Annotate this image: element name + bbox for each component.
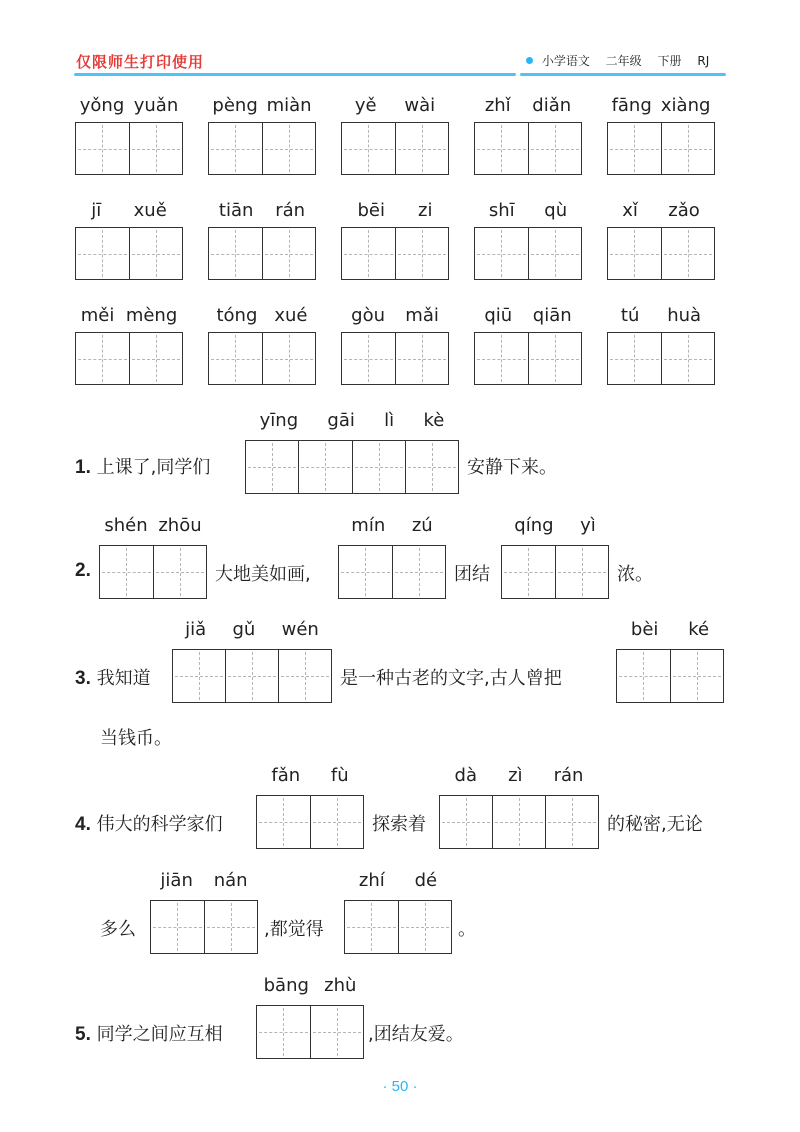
pinyin: dé	[414, 870, 438, 891]
char-cell[interactable]	[502, 546, 556, 598]
pinyin: zhǐ	[484, 95, 511, 116]
char-cell[interactable]	[345, 901, 399, 953]
pinyin: jī	[91, 200, 102, 221]
sentence-4-lead	[75, 810, 223, 836]
char-cell[interactable]	[173, 650, 226, 702]
word-item	[341, 94, 449, 175]
word-item	[474, 304, 582, 385]
sentence-text: 大地美如画,	[215, 564, 311, 585]
edition: RJ	[697, 53, 710, 68]
pinyin: tóng	[216, 305, 258, 326]
char-cell[interactable]	[342, 123, 396, 174]
fill-in-blank	[172, 619, 332, 703]
char-cell[interactable]	[671, 650, 724, 702]
char-cell[interactable]	[529, 123, 582, 174]
pinyin: tiān	[218, 200, 254, 221]
pinyin: nán	[213, 870, 248, 891]
word-item	[607, 304, 715, 385]
char-cell[interactable]	[662, 333, 715, 384]
pinyin: bèi	[630, 619, 659, 640]
sentence-text: 浓。	[617, 564, 653, 585]
writing-box[interactable]	[256, 1005, 364, 1059]
char-cell[interactable]	[279, 650, 331, 702]
char-cell[interactable]	[246, 441, 299, 493]
char-cell[interactable]	[475, 123, 529, 174]
fill-in-blank	[344, 870, 452, 954]
word-item	[75, 94, 183, 175]
char-cell[interactable]	[393, 546, 446, 598]
writing-box[interactable]	[474, 227, 582, 280]
writing-box[interactable]	[150, 900, 258, 954]
pinyin: miàn	[266, 95, 312, 116]
fill-in-blank	[439, 765, 599, 849]
question-number: 1.	[75, 457, 91, 478]
writing-box[interactable]	[245, 440, 459, 494]
sentence-text: 团结	[454, 564, 490, 585]
fill-in-blank	[150, 870, 258, 954]
pinyin: qíng	[514, 515, 554, 536]
char-cell[interactable]	[396, 123, 449, 174]
question-number: 4.	[75, 814, 91, 835]
pinyin: fǎn	[271, 765, 301, 786]
char-cell[interactable]	[529, 333, 582, 384]
pinyin: gāi	[327, 410, 355, 431]
writing-box[interactable]	[474, 122, 582, 175]
question-number: 3.	[75, 668, 91, 689]
question-number: 5.	[75, 1024, 91, 1045]
pinyin: huà	[667, 305, 702, 326]
char-cell[interactable]	[76, 228, 130, 279]
sentence-text: 的秘密,无论	[607, 814, 703, 835]
writing-box[interactable]	[99, 545, 207, 599]
bullet-icon	[526, 57, 533, 64]
header-divider	[74, 73, 516, 76]
writing-box[interactable]	[75, 332, 183, 385]
char-cell[interactable]	[130, 123, 183, 174]
pinyin: qù	[544, 200, 568, 221]
writing-box[interactable]	[172, 649, 332, 703]
word-item	[607, 199, 715, 280]
pinyin: rán	[553, 765, 584, 786]
writing-box[interactable]	[607, 122, 715, 175]
sentence-text: 同学之间应互相	[96, 1024, 223, 1045]
pinyin: qiān	[532, 305, 572, 326]
char-cell[interactable]	[608, 333, 662, 384]
fill-in-blank	[256, 975, 364, 1059]
char-cell[interactable]	[662, 123, 715, 174]
pinyin: zhù	[324, 975, 357, 996]
pinyin: rán	[275, 200, 306, 221]
pinyin: yě	[354, 95, 377, 116]
word-item	[341, 199, 449, 280]
sentence-text: ,团结友爱。	[368, 1024, 464, 1045]
pinyin: ké	[688, 619, 710, 640]
question-number-label: 2.	[75, 560, 91, 581]
pinyin: yǒng	[79, 95, 125, 116]
char-cell[interactable]	[342, 228, 396, 279]
writing-box[interactable]	[474, 332, 582, 385]
pinyin: mèng	[125, 305, 178, 326]
sentence-text: 上课了,同学们	[96, 457, 211, 478]
pinyin: gǔ	[232, 619, 256, 640]
char-cell[interactable]	[209, 333, 263, 384]
fill-in-blank	[501, 515, 609, 599]
pinyin: tú	[620, 305, 640, 326]
writing-box[interactable]	[341, 122, 449, 175]
subject: 小学语文	[541, 54, 590, 68]
fill-in-blank	[245, 410, 459, 494]
writing-box[interactable]	[208, 332, 316, 385]
pinyin: dà	[454, 765, 477, 786]
writing-box[interactable]	[607, 332, 715, 385]
word-item	[341, 304, 449, 385]
header-divider-right	[520, 73, 726, 76]
char-cell[interactable]	[257, 796, 311, 848]
char-cell[interactable]	[608, 228, 662, 279]
writing-box[interactable]	[616, 649, 724, 703]
writing-box[interactable]	[341, 227, 449, 280]
pinyin: fù	[330, 765, 349, 786]
char-cell[interactable]	[263, 228, 316, 279]
char-cell[interactable]	[76, 123, 130, 174]
pinyin: zǎo	[668, 200, 700, 221]
pinyin: yīng	[259, 410, 299, 431]
pinyin: bāng	[263, 975, 309, 996]
pinyin: zhí	[358, 870, 385, 891]
pinyin: diǎn	[532, 95, 572, 116]
char-cell[interactable]	[226, 650, 279, 702]
word-item	[607, 94, 715, 175]
char-cell[interactable]	[475, 228, 529, 279]
char-cell[interactable]	[353, 441, 406, 493]
char-cell[interactable]	[556, 546, 609, 598]
char-cell[interactable]	[396, 333, 449, 384]
writing-box[interactable]	[344, 900, 452, 954]
writing-box[interactable]	[208, 227, 316, 280]
pinyin: zì	[508, 765, 523, 786]
char-cell[interactable]	[440, 796, 493, 848]
sentence-text: 多么	[100, 919, 136, 940]
writing-box[interactable]	[439, 795, 599, 849]
sentence-1-lead	[75, 453, 210, 479]
page-number: · 50 ·	[382, 1078, 418, 1095]
sentence-text: 我知道	[96, 668, 151, 689]
char-cell[interactable]	[209, 123, 263, 174]
pinyin: měi	[80, 305, 115, 326]
pinyin: bēi	[357, 200, 386, 221]
print-notice: 仅限师生打印使用	[76, 53, 205, 71]
word-item	[208, 94, 316, 175]
char-cell[interactable]	[342, 333, 396, 384]
sentence-5-lead	[75, 1020, 223, 1046]
char-cell[interactable]	[76, 333, 130, 384]
char-cell[interactable]	[406, 441, 458, 493]
volume: 下册	[657, 54, 682, 68]
pinyin: shī	[488, 200, 515, 221]
pinyin: shén	[104, 515, 148, 536]
sentence-text: 伟大的科学家们	[96, 814, 223, 835]
char-cell[interactable]	[263, 333, 316, 384]
sentence-text: 是一种古老的文字,古人曾把	[340, 668, 562, 689]
pinyin: jiǎ	[185, 619, 207, 640]
word-item	[208, 304, 316, 385]
word-item	[474, 94, 582, 175]
pinyin: zú	[411, 515, 433, 536]
book-info	[526, 52, 721, 69]
pinyin: wén	[281, 619, 319, 640]
char-cell[interactable]	[154, 546, 207, 598]
sentence-text: ,都觉得	[264, 919, 324, 940]
writing-box[interactable]	[341, 332, 449, 385]
pinyin: fāng	[611, 95, 652, 116]
char-cell[interactable]	[151, 901, 205, 953]
pinyin: xǐ	[622, 200, 638, 221]
pinyin: pèng	[212, 95, 258, 116]
pinyin: mín	[351, 515, 386, 536]
question-number	[75, 560, 91, 582]
char-cell[interactable]	[299, 441, 352, 493]
pinyin: zhōu	[158, 515, 202, 536]
writing-box[interactable]	[256, 795, 364, 849]
char-cell[interactable]	[339, 546, 393, 598]
word-item	[75, 199, 183, 280]
pinyin: gòu	[351, 305, 385, 326]
pinyin: lì	[384, 410, 395, 431]
writing-box[interactable]	[75, 122, 183, 175]
sentence-3-lead	[75, 664, 151, 690]
word-item	[75, 304, 183, 385]
char-cell[interactable]	[399, 901, 452, 953]
fill-in-blank	[99, 515, 207, 599]
char-cell[interactable]	[608, 123, 662, 174]
char-cell[interactable]	[311, 1006, 364, 1058]
fill-in-blank	[256, 765, 364, 849]
char-cell[interactable]	[257, 1006, 311, 1058]
writing-box[interactable]	[501, 545, 609, 599]
writing-box[interactable]	[338, 545, 446, 599]
char-cell[interactable]	[396, 228, 449, 279]
char-cell[interactable]	[475, 333, 529, 384]
pinyin: xuě	[133, 200, 167, 221]
sentence-text: 探索着	[372, 814, 426, 835]
char-cell[interactable]	[662, 228, 715, 279]
pinyin: qiū	[484, 305, 513, 326]
pinyin: zi	[418, 200, 433, 221]
pinyin: wài	[404, 95, 436, 116]
char-cell[interactable]	[493, 796, 546, 848]
sentence-text: 当钱币。	[100, 728, 172, 749]
writing-box[interactable]	[208, 122, 316, 175]
sentence-text: 。	[458, 919, 476, 940]
char-cell[interactable]	[263, 123, 316, 174]
char-cell[interactable]	[529, 228, 582, 279]
char-cell[interactable]	[130, 228, 183, 279]
fill-in-blank	[616, 619, 724, 703]
writing-box[interactable]	[607, 227, 715, 280]
char-cell[interactable]	[100, 546, 154, 598]
char-cell[interactable]	[546, 796, 598, 848]
pinyin: xué	[274, 305, 308, 326]
char-cell[interactable]	[205, 901, 258, 953]
writing-box[interactable]	[75, 227, 183, 280]
char-cell[interactable]	[209, 228, 263, 279]
char-cell[interactable]	[617, 650, 671, 702]
fill-in-blank	[338, 515, 446, 599]
pinyin: kè	[423, 410, 445, 431]
sentence-text: 安静下来。	[467, 457, 557, 478]
pinyin: xiàng	[660, 95, 711, 116]
grade: 二年级	[605, 54, 642, 68]
pinyin: yuǎn	[133, 95, 179, 116]
pinyin: jiān	[160, 870, 193, 891]
pinyin: yì	[580, 515, 596, 536]
pinyin: mǎi	[405, 305, 439, 326]
word-item	[208, 199, 316, 280]
char-cell[interactable]	[311, 796, 364, 848]
char-cell[interactable]	[130, 333, 183, 384]
word-item	[474, 199, 582, 280]
